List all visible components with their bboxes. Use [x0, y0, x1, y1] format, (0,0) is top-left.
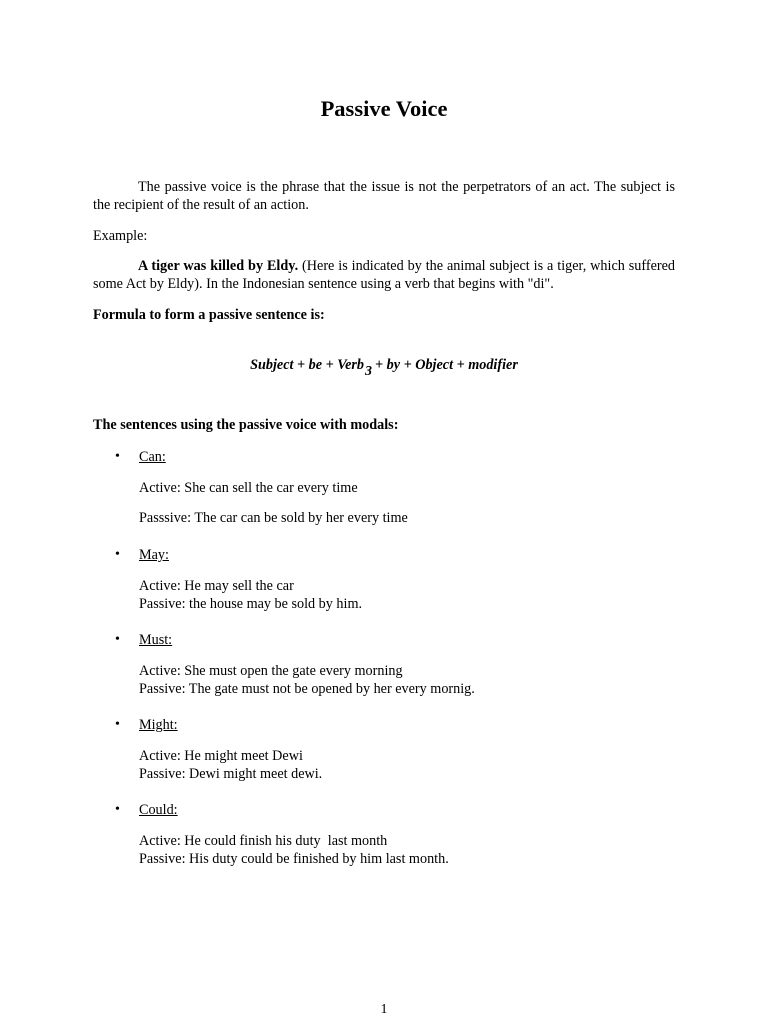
bullet-dot: •: [115, 802, 120, 817]
bullet-dot: •: [115, 717, 120, 732]
intro-paragraph: [93, 178, 675, 214]
modal-label-could: Could:: [139, 802, 178, 818]
passive-sentence: Passive: the house may be sold by him.: [139, 596, 363, 612]
formula-part-1: Subject + be + Verb: [250, 357, 365, 373]
passive-formula: [0, 356, 768, 379]
active-sentence: Active: He might meet Dewi: [139, 748, 303, 764]
intro-text: The passive voice is the phrase that the issue is not the perpetrators of an act. The subject is the recipient of the result of an action.: [93, 179, 675, 214]
passive-sentence: Passsive: The car can be sold by her every time: [139, 510, 408, 526]
bullet-dot: •: [115, 449, 120, 464]
formula-part-2: + by + Object + modifier: [375, 357, 518, 373]
page-number: 1: [380, 1002, 388, 1017]
example-sentence: A tiger was killed by Eldy.: [138, 258, 299, 274]
modal-label-may: May:: [139, 547, 169, 563]
formula-subscript: 3: [365, 364, 373, 379]
modal-label-must: Must:: [139, 632, 173, 648]
bullet-dot: •: [115, 632, 120, 647]
passive-sentence: Passive: Dewi might meet dewi.: [139, 766, 323, 782]
modal-label-can: Can:: [139, 449, 166, 465]
passive-sentence: Passive: The gate must not be opened by her every mornig.: [139, 681, 475, 697]
modals-heading: The sentences using the passive voice with modals:: [93, 417, 399, 433]
active-sentence: Active: She must open the gate every morning: [139, 663, 403, 679]
formula-heading: Formula to form a passive sentence is:: [93, 307, 325, 323]
example-explanation: (Here is indicated by the animal subject is a tiger, which suffered some Act by Eldy). In the Indonesian sentence using a verb that begins with "di".: [93, 258, 675, 293]
page-title: Passive Voice: [320, 96, 448, 121]
active-sentence: Active: He may sell the car: [139, 578, 294, 594]
passive-sentence: Passive: His duty could be finished by him last month.: [139, 851, 449, 867]
modal-label-might: Might:: [139, 717, 178, 733]
active-sentence: Active: He could finish his duty last month: [139, 833, 388, 849]
active-sentence: Active: She can sell the car every time: [139, 480, 358, 496]
example-label: Example:: [93, 228, 148, 244]
bullet-dot: •: [115, 547, 120, 562]
example-paragraph: [93, 257, 675, 293]
